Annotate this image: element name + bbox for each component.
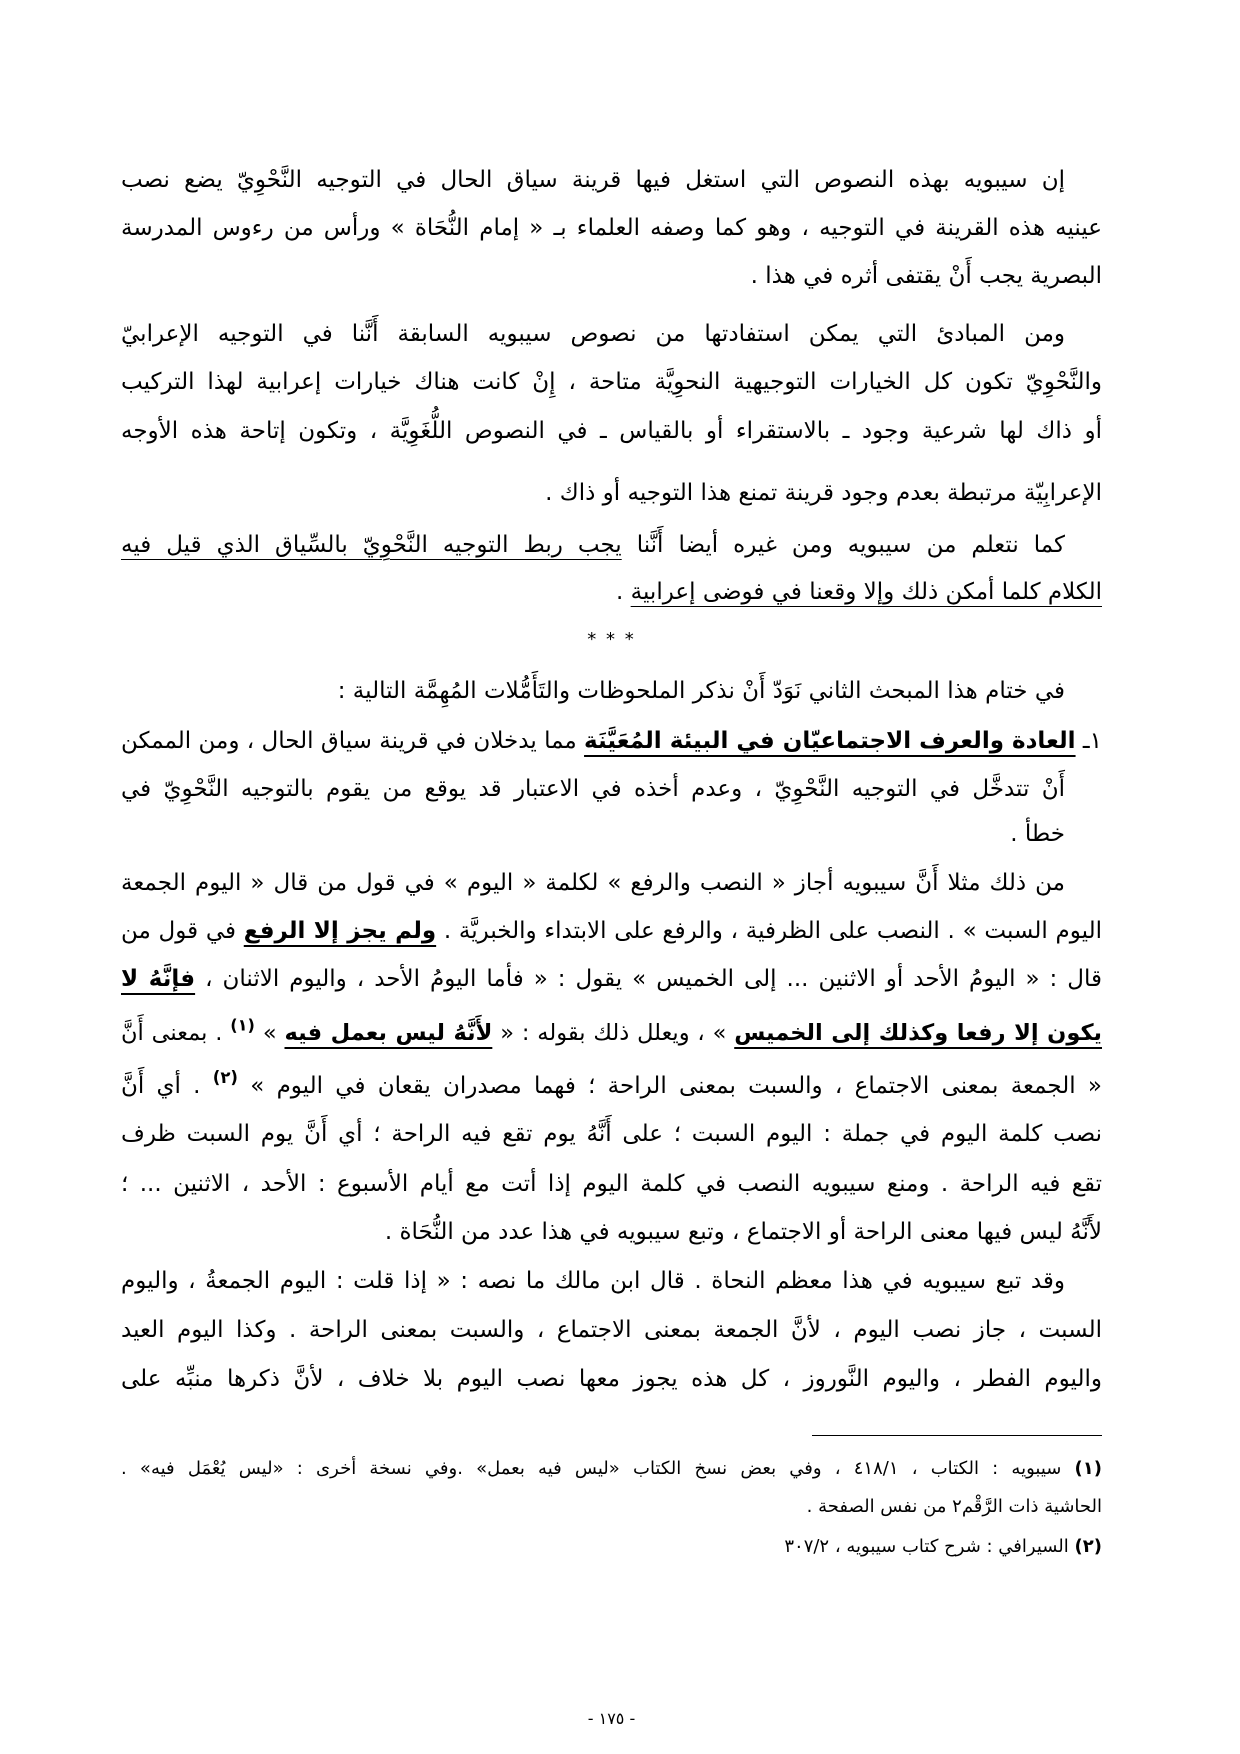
text-line: [121, 1355, 1102, 1403]
underlined-phrase: يجب ربط التوجيه النَّحْوِيّ بالسِّياق الذي قيل فيه: [120, 532, 622, 558]
list-marker: ١ـ: [1075, 728, 1102, 754]
text-line: [121, 667, 1102, 715]
footnote-number: (١): [1074, 1458, 1102, 1479]
footnote-text: الحاشية ذات الرَّقْم٢ من نفس الصفحة .: [806, 1496, 1102, 1517]
text-line: [121, 810, 1102, 858]
line-text: [616, 568, 1102, 616]
line-text: لأَنَّهُ ليس فيها معنى الراحة أو الاجتماع ، وتبع سيبويه في هذا عدد من النُّحَاة .: [384, 1219, 1102, 1245]
line-text: [121, 1009, 1102, 1057]
underlined-phrase: الكلام كلما أمكن ذلك وإلا وقعنا في فوضى إعرابية: [630, 579, 1102, 605]
plain-text: . بمعنى أَنَّ: [121, 1020, 231, 1046]
text-line: [121, 156, 1102, 204]
line-text: وقد تبع سيبويه في هذا معظم النحاة . قال ابن مالك ما نصه : « إذا قلت : اليوم الجمعةُ ، واليوم: [121, 1268, 1065, 1294]
plain-text: مما يدخلان في قرينة سياق الحال ، ومن الممكن: [120, 728, 585, 754]
text-line: [121, 717, 1102, 765]
line-text: أَنْ تتدخَّل في التوجيه النَّحْوِيّ ، وعدم أخذه في الاعتبار قد يوقع من يقوم بالتوجيه النَّحْوِيّ في: [121, 776, 1065, 802]
line-text: [121, 717, 1102, 765]
footnote-number: (٢): [1074, 1536, 1102, 1557]
text-line: [121, 252, 1102, 300]
text-line: [121, 907, 1102, 955]
plain-text: اليوم السبت » . النصب على الظرفية ، والرفع على الابتداء والخبريَّة .: [436, 918, 1102, 944]
text-line: [121, 407, 1102, 455]
line-text: نصب كلمة اليوم في جملة : اليوم السبت ؛ على أَنَّهُ يوم تقع فيه الراحة ؛ أي أَنَّ يوم السبت ظرف: [121, 1121, 1102, 1147]
line-text: تقع فيه الراحة . ومنع سيبويه النصب في كلمة اليوم إذا أتت مع أيام الأسبوع : الأحد ، الاثنين ... ؛: [121, 1171, 1102, 1197]
line-text: والنَّحْوِيّ تكون كل الخيارات التوجيهية النحوِيَّة متاحة ، إِنْ كانت هناك خيارات إعرابية لهذا التركيب: [121, 369, 1102, 395]
line-text: [784, 1529, 1102, 1565]
plain-text: « الجمعة بمعنى الاجتماع ، والسبت بمعنى الراحة ؛ فهما مصدران يقعان في اليوم »: [237, 1073, 1102, 1099]
text-line: [121, 1009, 1102, 1057]
line-text: [121, 1451, 1102, 1487]
footnote-line: [121, 1489, 1102, 1525]
line-text: [121, 955, 1102, 1003]
page-number: - ١٧٥ -: [587, 1709, 636, 1728]
line-text: [121, 1062, 1102, 1110]
text-line: [121, 358, 1102, 406]
text-line: [121, 1208, 1102, 1256]
plain-text: » ، ويعلل ذلك بقوله : «: [492, 1020, 735, 1046]
line-text: واليوم الفطر ، واليوم النَّوروز ، كل هذه يجوز معها نصب اليوم بلا خلاف ، لأنَّ ذكرها منبِّه على: [121, 1366, 1102, 1392]
text-line: [121, 1306, 1102, 1354]
plain-text: قال : « اليومُ الأحد أو الاثنين ... إلى الخميس » يقول : « فأما اليومُ الأحد ، واليوم الاثنان ،: [195, 966, 1102, 992]
text-line: [121, 1160, 1102, 1208]
plain-text: كما نتعلم من سيبويه ومن غيره أيضا أَنَّنا: [621, 532, 1065, 558]
footnote-separator: [812, 1435, 1102, 1436]
line-text: عينيه هذه القرينة في التوجيه ، وهو كما وصفه العلماء بـ « إمام النُّحَاة » ورأس من رءوس المدرسة: [121, 215, 1102, 241]
plain-text: .: [616, 579, 631, 605]
line-text: [121, 907, 1102, 955]
line-text: في ختام هذا المبحث الثاني نَوَدّ أَنْ نذكر الملحوظات والتَأَمُّلات المُهِمَّة التالية :: [337, 678, 1065, 704]
footnote-text: سيبويه : الكتاب ، ٤١٨/١ ، وفي بعض نسخ الكتاب «ليس فيه بعمل» .وفي نسخة أخرى : «ليس يُعْمَل فيه» .: [121, 1458, 1075, 1479]
text-line: [121, 765, 1102, 813]
line-text: من ذلك مثلا أَنَّ سيبويه أجاز « النصب والرفع » لكلمة « اليوم » في قول من قال « اليوم الجمعة: [121, 870, 1065, 896]
text-line: [121, 1257, 1102, 1305]
line-text: الإعرابِيّة مرتبطة بعدم وجود قرينة تمنع هذا التوجيه أو ذاك .: [545, 480, 1102, 506]
footnote-line: [121, 1451, 1102, 1487]
footnote-line: [121, 1529, 1102, 1565]
footnote-reference: (١): [230, 1015, 255, 1035]
text-line: [121, 1110, 1102, 1158]
plain-text: . أي أَنَّ: [121, 1073, 213, 1099]
text-line: [121, 310, 1102, 358]
line-text: البصرية يجب أَنْ يقتفى أثره في هذا .: [750, 263, 1102, 289]
text-line: [121, 1062, 1102, 1110]
plain-text: »: [254, 1020, 285, 1046]
emphasized-phrase: ولم يجز إلا الرفع: [243, 918, 437, 944]
text-line: [121, 521, 1102, 569]
line-text: خطأ .: [1010, 821, 1065, 847]
text-line: [121, 469, 1102, 517]
section-separator: * * *: [587, 629, 636, 650]
text-line: [121, 204, 1102, 252]
text-line: [121, 955, 1102, 1003]
plain-text: في قول من: [121, 918, 244, 944]
text-line: [121, 859, 1102, 907]
line-text: إن سيبويه بهذه النصوص التي استغل فيها قرينة سياق الحال في التوجيه النَّحْوِيّ يضع نصب: [121, 167, 1065, 193]
text-line: [121, 568, 1102, 616]
line-text: ومن المبادئ التي يمكن استفادتها من نصوص سيبويه السابقة أَنَّنا في التوجيه الإعرابيّ: [121, 321, 1065, 347]
emphasized-phrase: يكون إلا رفعا وكذلك إلى الخميس: [734, 1020, 1102, 1046]
footnote-reference: (٢): [212, 1068, 238, 1088]
line-text: السبت ، جاز نصب اليوم ، لأنَّ الجمعة بمعنى الاجتماع ، والسبت بمعنى الراحة . وكذا اليوم العيد: [121, 1317, 1102, 1343]
emphasized-phrase: العادة والعرف الاجتماعيّان في البيئة المُعَيَّنَة: [584, 728, 1076, 754]
footnote-text: السيرافي : شرح كتاب سيبويه ، ٣٠٧/٢: [784, 1536, 1075, 1557]
line-text: أو ذاك لها شرعية وجود ـ بالاستقراء أو بالقياس ـ في النصوص اللُّغَوِيَّة ، وتكون إتاحة هذه الأوجه: [121, 418, 1102, 444]
line-text: [121, 521, 1065, 569]
emphasized-phrase: فإنَّهُ لا: [121, 966, 196, 992]
emphasized-phrase: لأَنَّهُ ليس بعمل فيه: [284, 1020, 493, 1046]
